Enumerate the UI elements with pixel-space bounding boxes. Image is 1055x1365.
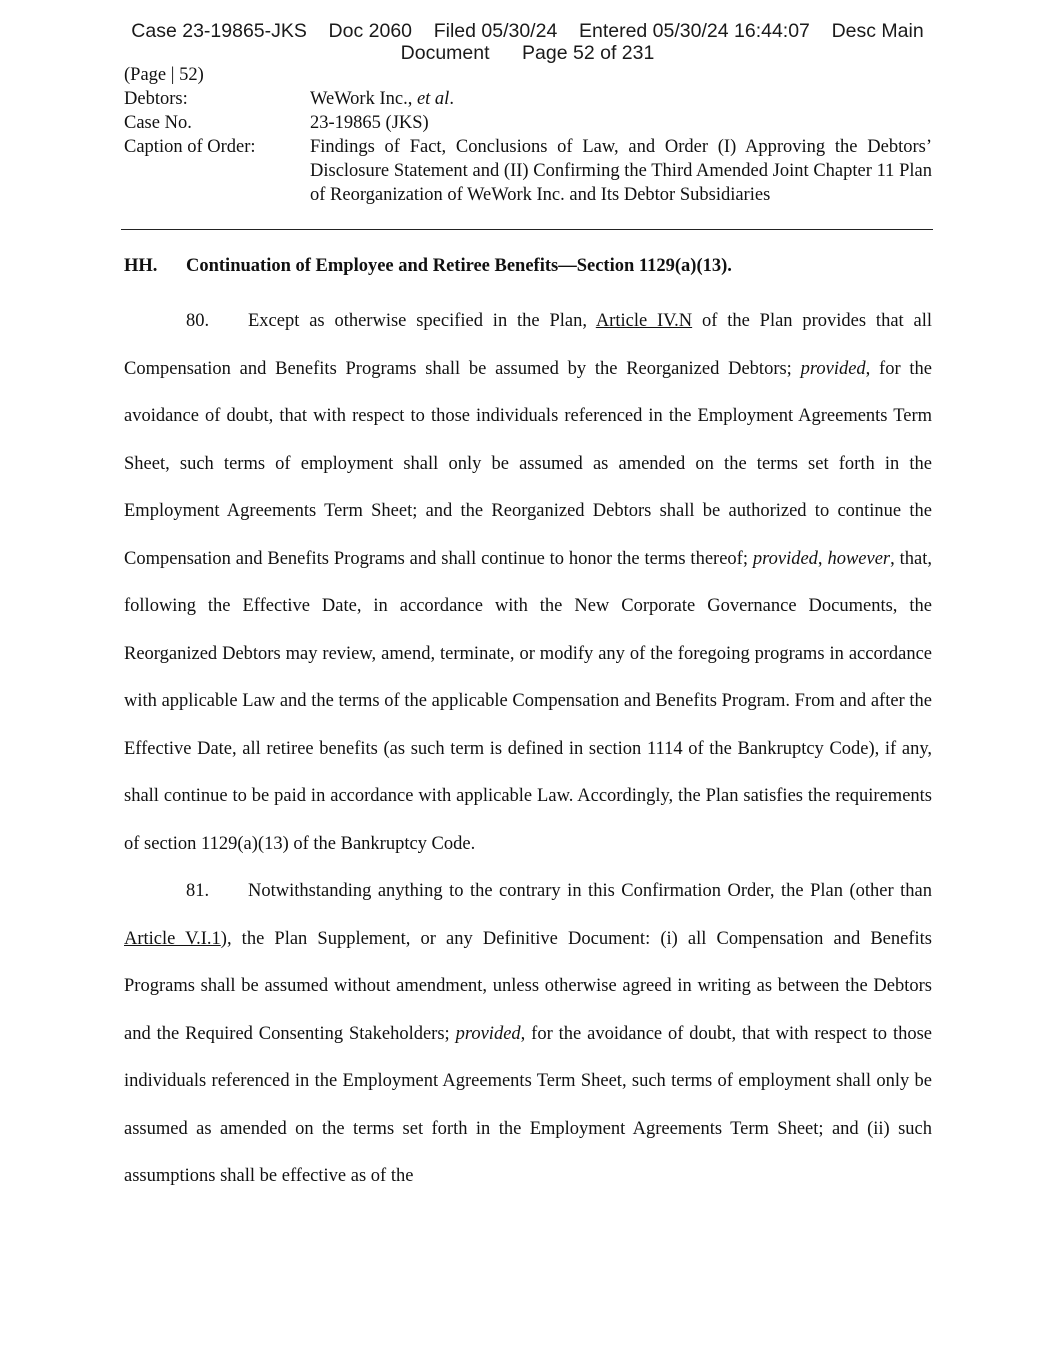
- paragraph-80-text-3: , for the avoidance of doubt, that with respect to those individuals referenced in the Employment Agreements Term Sheet, such terms of employment shall only be assumed as amended on the terms set forth in the Employment Agreements Term Sheet; and the Reorganized Debtors shall be authorized to continue the Compensation and Benefits Programs and shall continue to honor the terms thereof;: [124, 358, 932, 569]
- paragraph-80-text-1: Except as otherwise specified in the Plan,: [248, 311, 596, 331]
- caption-case-row: [124, 111, 932, 135]
- caption-debtors-label: Debtors:: [124, 89, 188, 109]
- filing-banner: [0, 20, 1055, 64]
- section-number: HH.: [124, 256, 158, 276]
- debtors-et-al: et al: [416, 89, 450, 109]
- caption-page-row: [124, 63, 932, 87]
- paragraph-81: [124, 868, 932, 1201]
- paragraph-81-text-1: Notwithstanding anything to the contrary in this Confirmation Order, the Plan (other than: [248, 881, 932, 901]
- caption-divider: [121, 229, 933, 230]
- paragraph-80-italic-1: provided: [800, 358, 866, 379]
- debtors-period: .: [449, 89, 454, 109]
- paragraph-80-italic-3: however: [827, 548, 891, 569]
- section-title: Continuation of Employee and Retiree Benefits—Section 1129(a)(13).: [186, 256, 732, 276]
- paragraph-80-text-2: of the Plan provides that all Compensation and Benefits Programs shall be assumed by the Reorganized Debtors;: [124, 311, 932, 379]
- paragraph-80: [124, 298, 932, 868]
- paragraph-80-text-5: , that, following the Effective Date, in accordance with the New Corporate Governance Documents, the Reorganized Debtors may review, amend, terminate, or modify any of the foregoing programs in accordance with applicable Law and the terms of the applicable Compensation and Benefits Program. From and after the Effective Date, all retiree benefits (as such term is defined in section 1114 of the Bankruptcy Code), if any, shall continue to be paid in accordance with applicable Law. Accordingly, the Plan satisfies the requirements of section 1129(a)(13) of the Bankruptcy Code.: [124, 548, 932, 854]
- caption-case-label: Case No.: [124, 113, 192, 133]
- paragraph-80-number: 80.: [186, 311, 210, 331]
- caption-order-row: [124, 135, 932, 207]
- caption-debtors-value: [310, 87, 932, 111]
- section-heading: [124, 253, 932, 279]
- caption-order-value: Findings of Fact, Conclusions of Law, and Order (I) Approving the Debtors’ Disclosure Statement and (II) Confirming the Third Amended Joint Chapter 11 Plan of Reorganization of WeWork Inc. and Its Debtor Subsidiaries: [310, 137, 932, 205]
- paragraph-80-italic-2: provided: [752, 548, 818, 569]
- debtors-name: WeWork Inc.,: [310, 89, 413, 109]
- paragraph-81-text-2: ), the Plan Supplement, or any Definitive Document: (i) all Compensation and Benefits Programs shall be assumed without amendment, unless otherwise agreed in writing as between the Debtors and the Required Consenting Stakeholders;: [124, 928, 932, 1044]
- paragraph-81-italic-1: provided: [455, 1023, 521, 1044]
- paragraph-81-text-3: , for the avoidance of doubt, that with respect to those individuals referenced in the Employment Agreements Term Sheet, such terms of employment shall only be assumed as amended on the terms set forth in the Employment Agreements Term Sheet; and (ii) such assumptions shall be effective as of the: [124, 1023, 932, 1186]
- document-body: [124, 253, 932, 1201]
- order-caption: [124, 63, 932, 207]
- paragraph-80-text-4: ,: [817, 548, 828, 569]
- filing-banner-line1: Case 23-19865-JKS Doc 2060 Filed 05/30/24 Entered 05/30/24 16:44:07 Desc Main: [131, 20, 924, 42]
- caption-order-label: Caption of Order:: [124, 137, 256, 157]
- article-v-i-1-reference: Article V.I.1: [124, 928, 221, 949]
- caption-case-value: 23-19865 (JKS): [310, 113, 429, 133]
- article-iv-n-reference: Article IV.N: [595, 311, 693, 331]
- paragraph-81-number: 81.: [186, 881, 210, 901]
- caption-debtors-row: [124, 87, 932, 111]
- filing-banner-line2: Document Page 52 of 231: [400, 42, 655, 64]
- caption-page: (Page | 52): [124, 65, 204, 85]
